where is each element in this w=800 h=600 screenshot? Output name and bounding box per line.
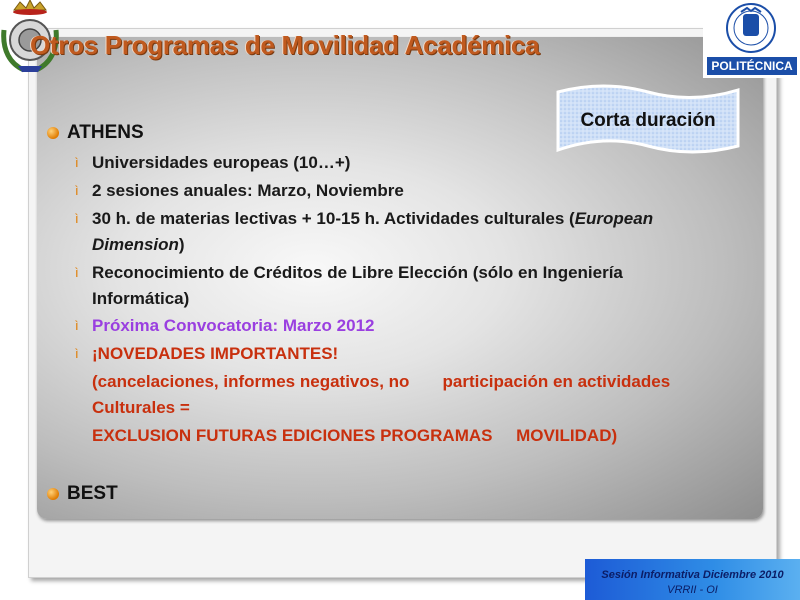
sub-bullet: ì	[75, 346, 79, 361]
european-dimension-text: European Dimension	[92, 209, 654, 254]
item-best: BEST	[67, 483, 118, 504]
footer-department: VRRII - OI	[667, 584, 718, 596]
sub-bullet: ì	[75, 265, 79, 280]
politecnica-logo	[703, 0, 800, 78]
close-paren: )	[178, 235, 185, 254]
athens-point-next-call: Próxima Convocatoria: Marzo 2012	[92, 316, 375, 335]
athens-point-universities: Universidades europeas (10…+)	[92, 153, 351, 172]
bullet-athens	[47, 127, 59, 139]
athens-note-cancellations: (cancelaciones, informes negativos, no participación en actividades Culturales =	[92, 372, 675, 417]
footer-session: Sesión Informativa Diciembre 2010	[601, 569, 784, 581]
footer-banner	[585, 559, 800, 600]
athens-point-sessions: 2 sesiones anuales: Marzo, Noviembre	[92, 181, 404, 200]
politecnica-seal-icon	[703, 0, 800, 56]
sub-bullet: ì	[75, 211, 79, 226]
athens-point-credits: Reconocimiento de Créditos de Libre Elección (sólo en Ingeniería Informática)	[92, 263, 623, 308]
hours-text: 30 h. de materias lectivas + 10-15 h. Actividades culturales (	[92, 209, 575, 228]
item-athens: ATHENS	[67, 122, 144, 143]
politecnica-label: POLITÉCNICA	[707, 57, 797, 75]
bullet-best	[47, 488, 59, 500]
badge-label: Corta duración	[580, 110, 716, 131]
athens-point-news: ¡NOVEDADES IMPORTANTES!	[92, 344, 339, 363]
sub-bullet: ì	[75, 318, 79, 333]
slide-title: Otros Programas de Movilidad Académica	[30, 30, 540, 60]
athens-note-exclusion: EXCLUSION FUTURAS EDICIONES PROGRAMAS MOVILIDAD)	[92, 426, 618, 445]
sub-bullet: ì	[75, 183, 79, 198]
sub-bullet: ì	[75, 155, 79, 170]
athens-point-hours	[92, 206, 702, 258]
